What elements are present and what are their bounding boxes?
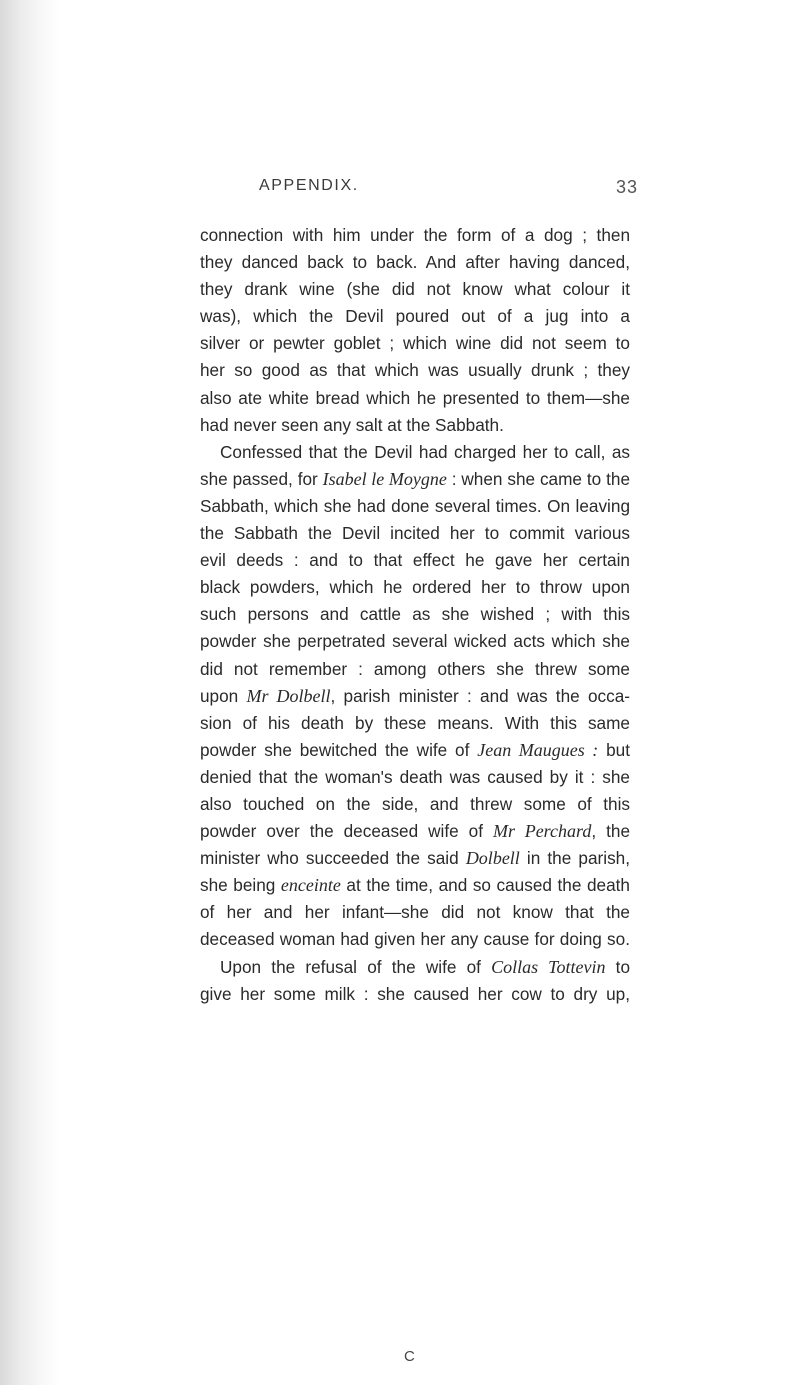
text-segment: the Sabbath the Devil incited her to commit various	[200, 523, 630, 544]
page-number: 33	[616, 177, 639, 197]
text-line	[200, 249, 630, 276]
text-segment: had never seen any salt at the Sabbath.	[200, 414, 504, 435]
text-segment: denied that the woman's death was caused by it : she	[200, 766, 630, 787]
text-segment: connection with him under the form of a dog ; then	[200, 225, 630, 245]
text-segment: also ate white bread which he presented to them—she	[200, 387, 630, 408]
text-segment: of her and her infant—she did not know that the	[200, 902, 630, 923]
text-line	[200, 357, 630, 384]
text-line	[200, 520, 630, 547]
text-line	[200, 926, 630, 953]
signature-mark: C	[404, 1348, 415, 1365]
text-segment: silver or pewter goblet ; which wine did not seem to	[200, 333, 630, 354]
text-line	[200, 845, 630, 872]
text-segment: did not remember : among others she threw some	[200, 658, 630, 679]
text-segment: deceased woman had given her any cause for doing so.	[200, 929, 630, 950]
text-line	[200, 872, 630, 899]
text-line	[200, 222, 630, 249]
text-segment: at the time, and so caused the death	[340, 875, 630, 896]
text-segment: : when she came to the	[446, 468, 631, 489]
running-head	[0, 177, 800, 203]
text-segment: Sabbath, which she had done several times. On leaving	[200, 495, 630, 516]
text-segment: , parish minister : and was the occa-	[330, 685, 630, 706]
text-segment: such persons and cattle as she wished ; with this	[200, 604, 630, 625]
text-line	[200, 656, 630, 683]
text-segment: in the parish,	[519, 848, 630, 869]
text-segment: powder she bewitched the wife of	[200, 739, 478, 760]
text-segment: was), which the Devil poured out of a jug into a	[200, 306, 630, 327]
text-line	[200, 493, 630, 520]
text-line	[200, 764, 630, 791]
text-segment: Upon the refusal of the wife of	[220, 956, 492, 977]
text-segment: , the	[591, 821, 631, 842]
text-line	[200, 628, 630, 655]
text-line	[200, 439, 630, 466]
text-segment: Confessed that the Devil had charged her to call, as	[220, 441, 630, 462]
text-segment: they danced back to back. And after having danced,	[200, 252, 630, 273]
italic-term: Jean Maugues :	[477, 739, 599, 760]
text-line	[200, 385, 630, 412]
italic-term: Dolbell	[465, 848, 520, 869]
text-segment: upon	[200, 685, 247, 706]
text-segment: sion of his death by these means. With this same	[200, 712, 630, 733]
text-line	[200, 899, 630, 926]
text-line	[200, 710, 630, 737]
text-segment: they drank wine (she did not know what colour it	[200, 279, 630, 300]
body-text	[200, 222, 630, 1008]
text-segment: give her some milk : she caused her cow to dry up,	[200, 983, 630, 1004]
text-segment: powder she perpetrated several wicked acts which she	[200, 631, 630, 652]
text-line	[200, 574, 630, 601]
text-line	[200, 818, 630, 845]
text-line	[200, 683, 630, 710]
italic-term: Isabel le Moygne	[322, 468, 447, 489]
text-line	[200, 737, 630, 764]
text-segment: she passed, for	[200, 468, 323, 489]
text-line	[200, 466, 630, 493]
text-line	[200, 412, 630, 439]
text-line	[200, 547, 630, 574]
italic-term: Collas Tottevin	[491, 956, 606, 977]
text-line	[200, 276, 630, 303]
text-line	[200, 330, 630, 357]
text-segment: but	[598, 739, 630, 760]
text-line	[200, 791, 630, 818]
italic-term: Mr Dolbell	[246, 685, 331, 706]
text-line	[200, 954, 630, 981]
text-segment: to	[605, 956, 631, 977]
text-segment: also touched on the side, and threw some of this	[200, 793, 630, 814]
text-segment: her so good as that which was usually drunk ; they	[200, 360, 630, 381]
running-title: APPENDIX.	[259, 177, 359, 194]
text-line	[200, 303, 630, 330]
text-segment: minister who succeeded the said	[200, 848, 466, 869]
text-line	[200, 601, 630, 628]
text-segment: she being	[200, 875, 281, 896]
text-segment: black powders, which he ordered her to throw upon	[200, 577, 630, 598]
italic-term: enceinte	[280, 875, 341, 896]
text-segment: evil deeds : and to that effect he gave her certain	[200, 550, 630, 571]
text-segment: powder over the deceased wife of	[200, 821, 493, 842]
italic-term: Mr Perchard	[493, 821, 592, 842]
text-line	[200, 981, 630, 1008]
